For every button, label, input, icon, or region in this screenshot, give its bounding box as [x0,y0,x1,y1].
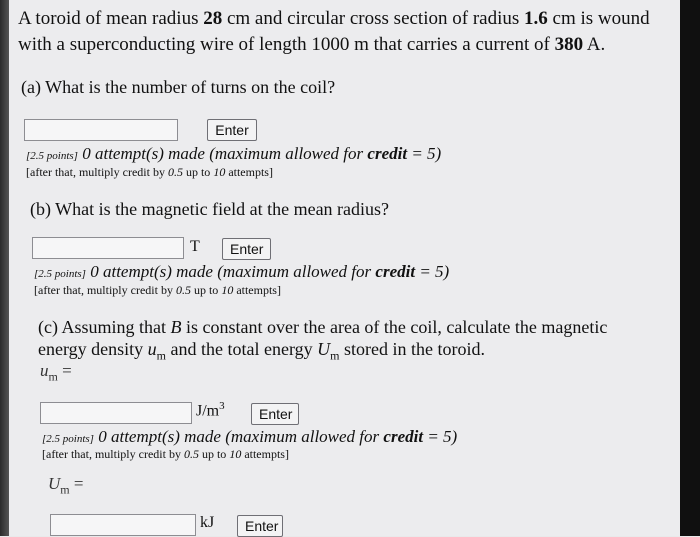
screen-left-edge [0,0,9,536]
problem-statement-line1 [18,8,650,30]
points-label: [2.5 points] [34,268,86,280]
unit-text: J/m [196,402,220,420]
points-label: [2.5 points] [42,433,94,445]
equals-sign: = [69,474,84,493]
answer-a-input[interactable] [24,119,178,141]
attempts-info-a [26,144,441,164]
answer-Um-input[interactable] [50,514,196,536]
unit-joule-per-cubic-meter [196,400,225,420]
attempt-limit-value: 10 [221,283,234,297]
enter-button-a[interactable]: Enter [207,119,257,141]
enter-button-b[interactable]: Enter [222,238,271,260]
credit-word: credit [375,262,416,281]
answer-b-input[interactable] [32,237,184,259]
credit-word: credit [367,144,408,163]
Um-subscript: m [60,482,70,497]
um-subscript: m [48,369,58,384]
multiplier-text: [after that, multiply credit by [26,165,168,179]
attempts-info-b [34,262,449,282]
attempt-limit-value: 10 [229,447,242,461]
multiplier-info-b [34,283,281,298]
unit-tesla: T [190,238,200,255]
problem-statement-line2 [18,34,605,56]
Um-symbol: U [48,474,61,493]
intro-text: A toroid of mean radius [18,8,204,29]
attempts-text: 0 attempt(s) made (maximum allowed for [85,262,376,281]
question-c-line2: energy density $u_m$ and the total energy $U_m$ stored in the toroid. [38,339,485,363]
um-label [40,361,72,384]
question-a: (a) What is the number of turns on the coil? [21,77,336,97]
unit-kilojoule: kJ [200,514,215,531]
unit-exponent: 3 [219,400,225,412]
attempt-limit-value: 10 [213,165,226,179]
multiplier-text: attempts] [241,447,289,461]
multiplier-value: 0.5 [183,447,199,461]
mean-radius-value: 28 [203,8,223,29]
multiplier-text: [after that, multiply credit by [34,283,176,297]
Um-label [48,474,83,497]
current-value: 380 [554,34,584,55]
multiplier-info-a [26,165,273,180]
screen-right-edge [680,0,700,536]
multiplier-text: up to [198,447,230,461]
points-label: [2.5 points] [26,150,78,162]
answer-um-input[interactable] [40,402,192,424]
multiplier-text: attempts] [225,165,273,179]
multiplier-text: up to [182,165,214,179]
question-b: (b) What is the magnetic field at the mean radius? [30,199,390,219]
question-c-line1: (c) Assuming that B is constant over the area of the coil, calculate the magnetic [38,317,608,337]
attempts-info-c [42,427,457,447]
um-symbol: u [40,361,49,380]
multiplier-text: [after that, multiply credit by [42,447,184,461]
enter-button-Um[interactable]: Enter [237,515,283,537]
multiplier-text: up to [190,283,222,297]
equals-sign: = [57,361,72,380]
multiplier-value: 0.5 [175,283,191,297]
cross-radius-value: 1.6 [524,8,548,29]
intro-text: cm and circular cross section of radius [222,8,525,29]
intro-text: cm is wound [547,8,650,29]
intro-text: with a superconducting wire of length 1000 m that carries a current of [18,34,555,55]
enter-button-um[interactable]: Enter [251,403,299,425]
attempts-text: 0 attempt(s) made (maximum allowed for [93,427,384,446]
multiplier-info-c [42,447,289,462]
attempts-text: = 5) [415,262,450,281]
intro-text: A. [583,34,606,55]
multiplier-value: 0.5 [167,165,183,179]
attempts-text: = 5) [407,144,442,163]
multiplier-text: attempts] [233,283,281,297]
attempts-text: = 5) [423,427,458,446]
credit-word: credit [383,427,424,446]
attempts-text: 0 attempt(s) made (maximum allowed for [77,144,368,163]
